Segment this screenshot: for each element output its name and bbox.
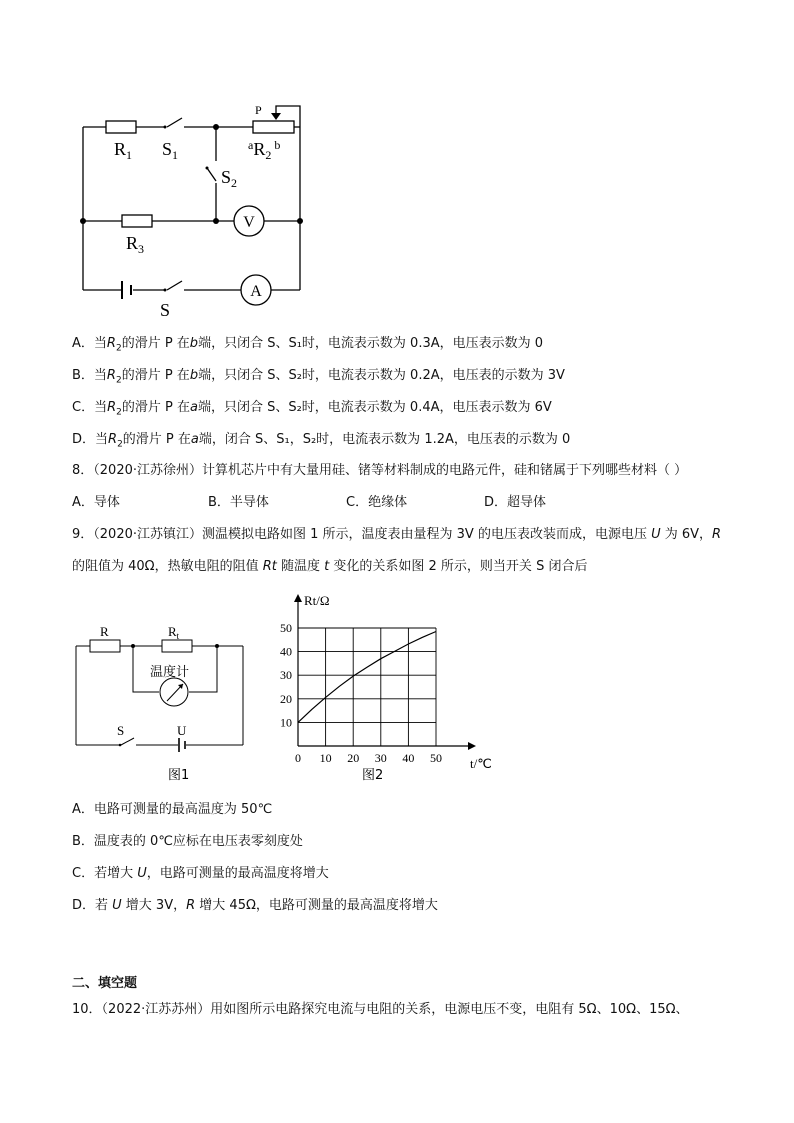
y-tick-label: 40 [280,644,292,659]
x-tick-label: 30 [374,751,387,765]
p-label: P [255,103,262,117]
fig1-rt-label: $R_t$ [168,624,180,641]
q9-option-d[interactable]: D．若 U 增大 3V，R 增大 45Ω，电路可测量的最高温度将增大 [72,898,438,913]
q8-option-b[interactable]: B．半导体 [208,495,269,510]
q8-option-c[interactable]: C．绝缘体 [346,495,408,510]
r3-label: $R_3$ [126,233,145,256]
x-tick-label: 10 [319,751,332,765]
x-axis-label: t/℃ [470,756,492,771]
fig1-caption: 图1 [168,768,190,783]
y-tick-label: 50 [280,621,292,635]
x-tick-label: 50 [430,751,442,765]
y-axis-arrow [294,594,302,602]
voltmeter-label: V [243,214,255,231]
switch-s-label: S [160,300,171,320]
fig1-r-label: R [100,624,109,639]
x-axis-arrow [468,742,476,750]
q7-option-a[interactable]: A．当$R_2$的滑片 P 在b端，只闭合 S、S₁时，电流表示数为 0.3A，电压表示数为 0 [72,336,544,354]
thermometer-label: 温度计 [150,665,190,680]
x-tick-label: 40 [402,751,415,765]
x-tick-label: 20 [347,751,360,765]
q9-stem-line2: 的阻值为 40Ω，热敏电阻的阻值 Rt 随温度 t 变化的关系如图 2 所示，则当开关 S 闭合后 [72,559,588,574]
q7-option-c[interactable]: C．当$R_2$的滑片 P 在a端，只闭合 S、S₂时，电流表示数为 0.4A，电压表示数为 6V [72,400,552,418]
x-tick-label: 0 [295,751,301,765]
r1-label: $R_1$ [114,139,133,162]
y-tick-label: 30 [280,668,292,683]
fig2-caption: 图2 [362,768,384,783]
q9-option-a[interactable]: A．电路可测量的最高温度为 50℃ [72,802,273,817]
y-axis-label: Rt/Ω [304,593,330,608]
q7-circuit-diagram [70,95,320,325]
q9-option-c[interactable]: C．若增大 U，电路可测量的最高温度将增大 [72,866,329,881]
section-title: 二、填空题 [72,976,138,991]
series-line-rt [298,632,436,723]
q9-option-b[interactable]: B．温度表的 0℃应标在电压表零刻度处 [72,834,303,849]
r2-label: $^aR_2^b$ [248,138,281,162]
q7-option-b[interactable]: B．当$R_2$的滑片 P 在b端，只闭合 S、S₂时，电流表示数为 0.2A，电压表的示数为 3V [72,368,565,386]
q9-fig1-circuit [70,615,250,790]
q7-option-d[interactable]: D．当$R_2$的滑片 P 在a端，闭合 S、S₁，S₂时，电流表示数为 1.2A，电压表的示数为 0 [72,432,571,450]
ammeter-label: A [250,283,262,300]
q8-option-d[interactable]: D．超导体 [484,495,547,510]
q8-stem: 8．（2020·江苏徐州）计算机芯片中有大量用硅、锗等材料制成的电路元件，硅和锗属于下列哪些材料（ ） [72,463,688,478]
q9-fig2-chart [272,592,502,792]
q9-stem-line1: 9．（2020·江苏镇江）测温模拟电路如图 1 所示，温度表由量程为 3V 的电压表改装而成，电源电压 U 为 6V，R [72,527,722,542]
fig1-s-label: S [117,723,125,738]
q10-stem: 10．（2022·江苏苏州）用如图所示电路探究电流与电阻的关系，电源电压不变，电阻有 5Ω、10Ω、15Ω、 [72,1002,689,1017]
s2-label: $S_2$ [221,167,238,190]
fig1-u-label: U [177,723,187,738]
q8-option-a[interactable]: A．导体 [72,495,120,510]
y-tick-label: 20 [280,691,292,706]
y-tick-label: 10 [280,715,292,730]
s1-label: $S_1$ [162,139,179,162]
